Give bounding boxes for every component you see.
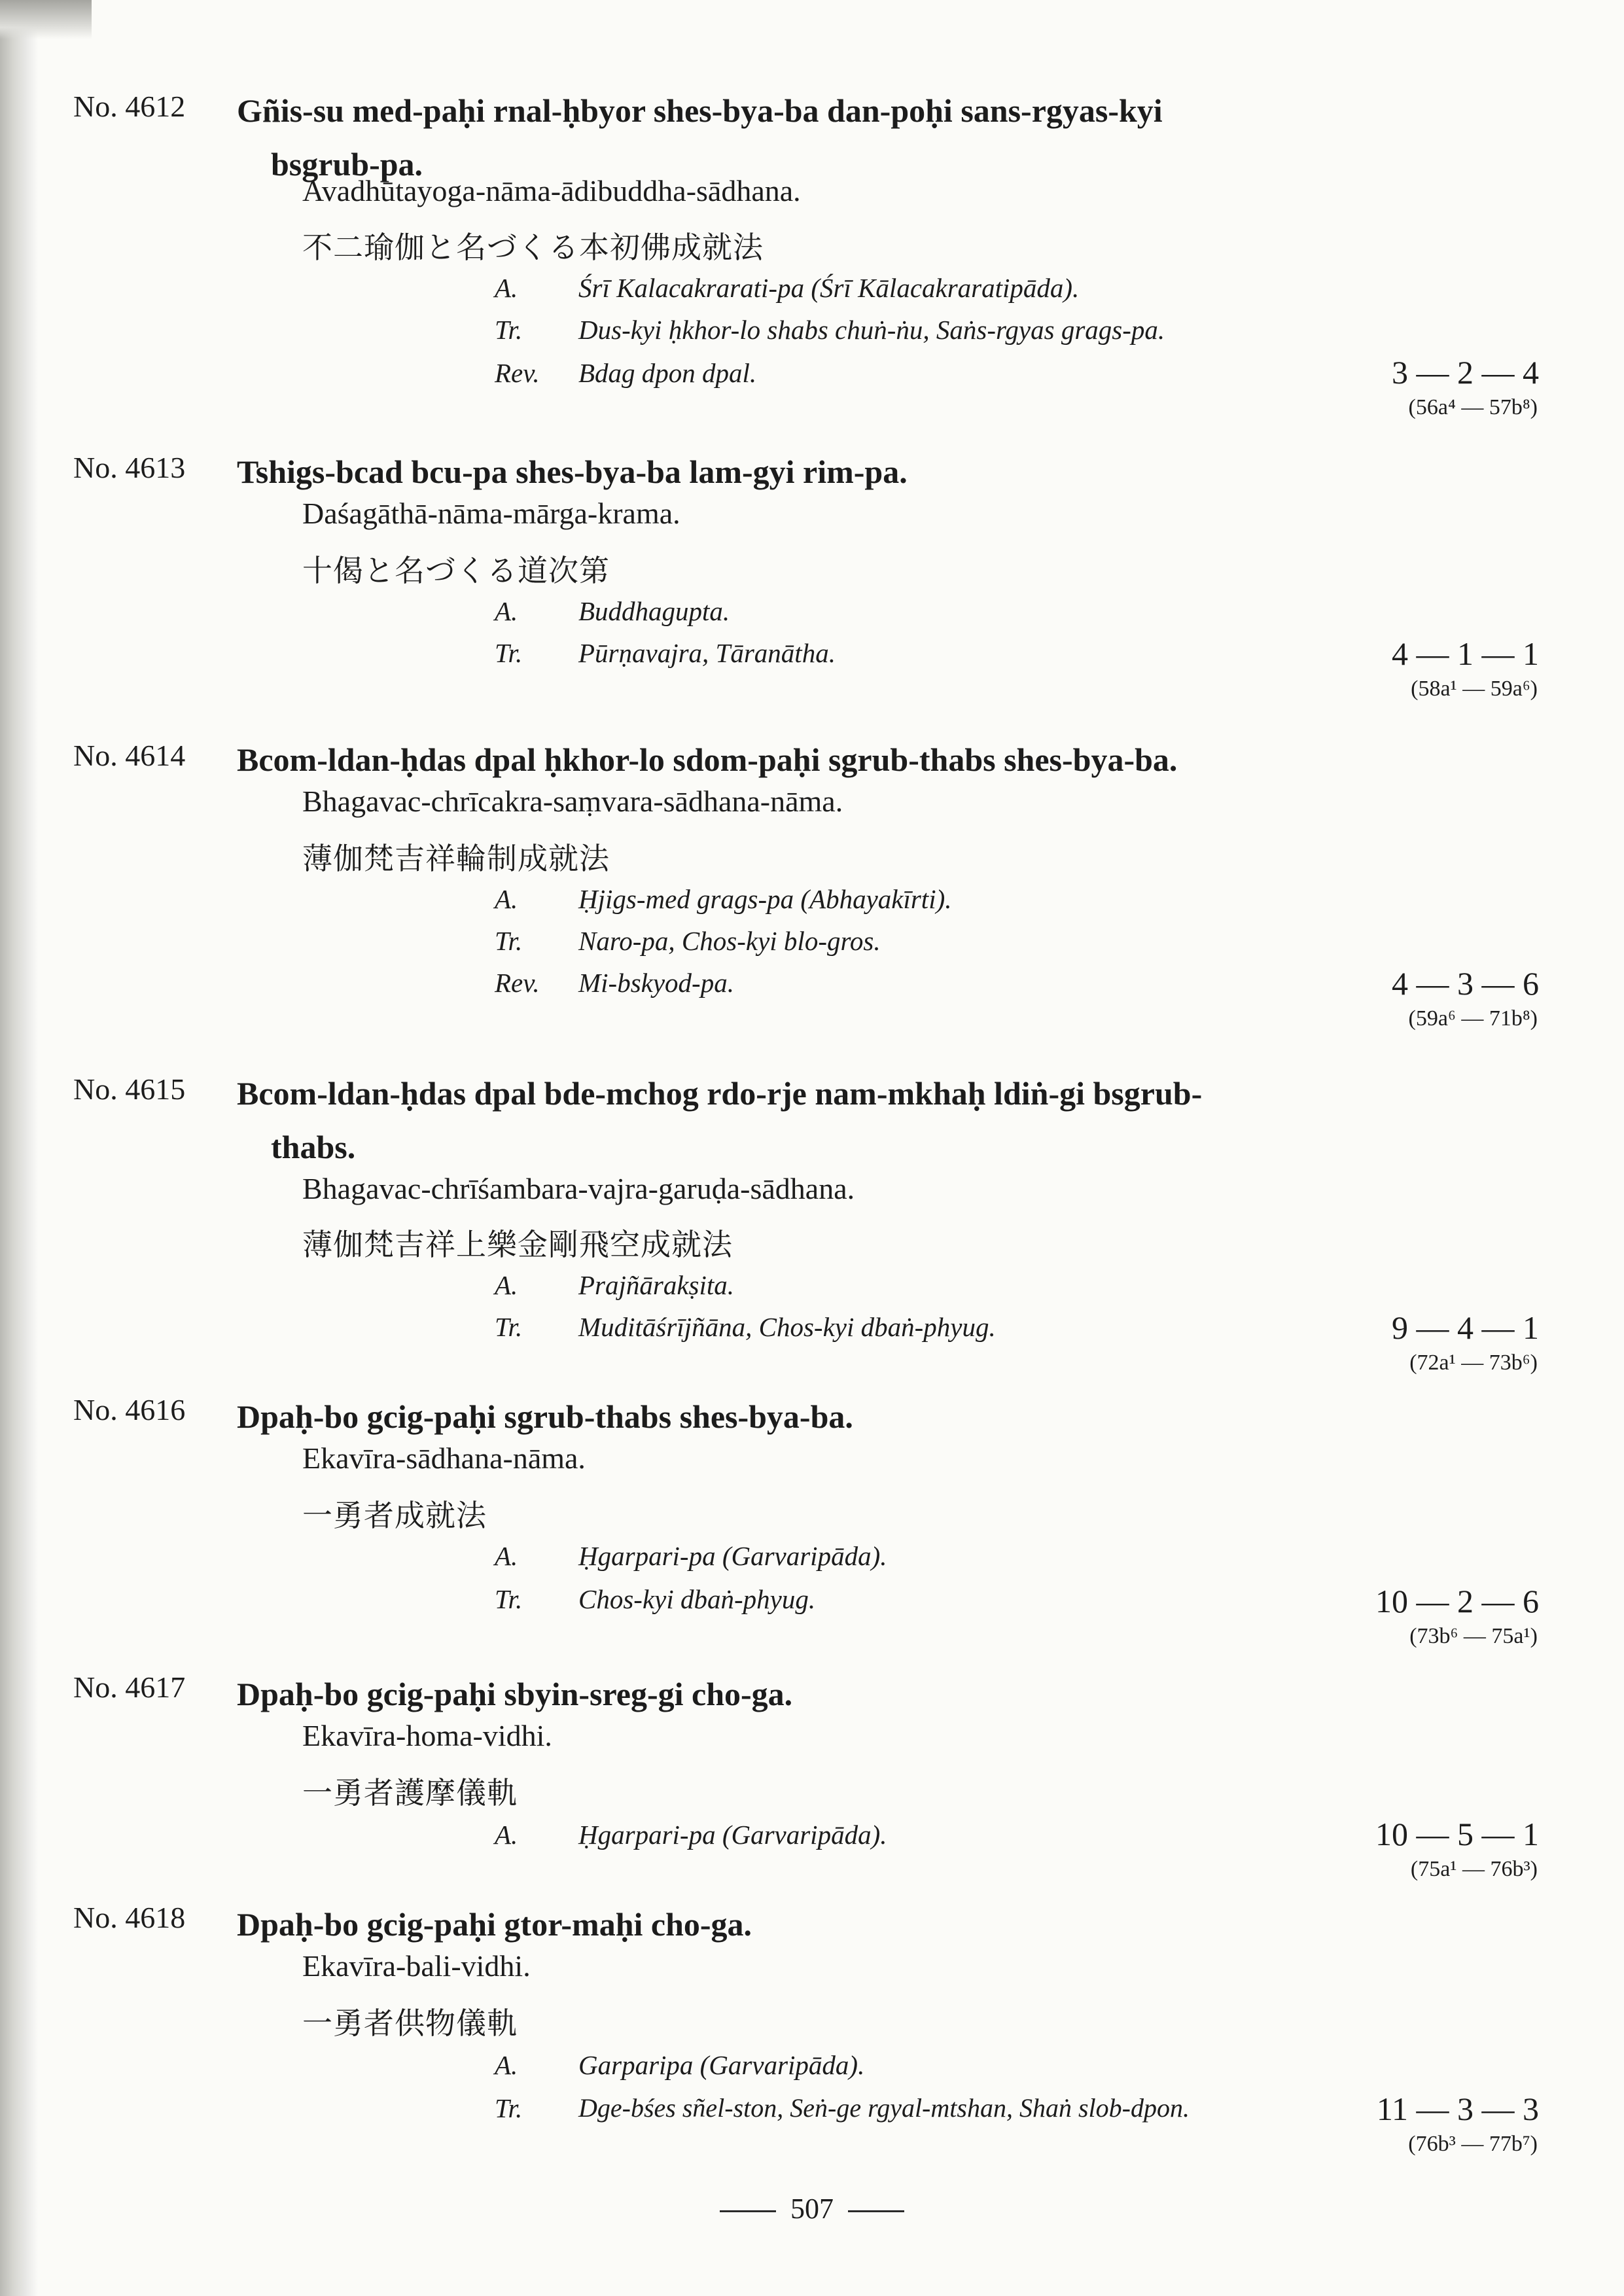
credit-label: A. — [495, 596, 518, 626]
credit-value: Bdag dpon dpal. — [578, 358, 757, 388]
folio-range: (73b⁶ — 75a¹) — [1409, 1624, 1538, 1648]
japanese-title: 不二瑜伽と名づくる本初佛成就法 — [302, 231, 764, 264]
credit-value: Mi-bskyod-pa. — [578, 968, 734, 998]
folio-range: (58a¹ — 59a⁶) — [1411, 677, 1538, 701]
entry-number: No. 4612 — [73, 90, 186, 123]
credit-value: Śrī Kalacakrarati-pa (Śrī Kālacakraratipāda). — [578, 273, 1080, 303]
volume-location: 11 — 3 — 3 — [1376, 2091, 1539, 2127]
credit-label: Tr. — [495, 926, 523, 956]
tibetan-title — [237, 733, 1382, 786]
entry-number: No. 4614 — [73, 739, 186, 772]
sanskrit-title: Bhagavac-chrīśambara-vajra-garuḍa-sādhana. — [302, 1172, 855, 1205]
page-number-value: 507 — [790, 2193, 834, 2225]
folio-range: (72a¹ — 73b⁶) — [1409, 1351, 1538, 1375]
sanskrit-title: Ekavīra-bali-vidhi. — [302, 1949, 531, 1983]
sanskrit-title: Avadhūtayoga-nāma-ādibuddha-sādhana. — [302, 174, 801, 207]
tibetan-title-line: Dpaḥ-bo gcig-paḥi gtor-maḥi cho-ga. — [237, 1906, 752, 1943]
tibetan-title-line: Bcom-ldan-ḥdas dpal bde-mchog rdo-rje nam-mkhaḥ ldiṅ-gi bsgrub- — [237, 1075, 1203, 1112]
page-number — [0, 2192, 1624, 2225]
credit-label: A. — [495, 1820, 518, 1850]
japanese-title: 一勇者供物儀軌 — [302, 2007, 518, 2040]
credit-value: Dus-kyi ḥkhor-lo shabs chuṅ-ṅu, Saṅs-rgyas grags-pa. — [578, 315, 1165, 345]
volume-location: 4 — 3 — 6 — [1392, 965, 1539, 1002]
tibetan-title-line: Bcom-ldan-ḥdas dpal ḥkhor-lo sdom-paḥi sgrub-thabs shes-bya-ba. — [237, 741, 1178, 778]
volume-location: 3 — 2 — 4 — [1392, 354, 1539, 391]
entry-number: No. 4617 — [73, 1670, 186, 1704]
japanese-title: 薄伽梵吉祥上樂金剛飛空成就法 — [302, 1228, 733, 1262]
credit-value: Chos-kyi dbaṅ-phyug. — [578, 1584, 816, 1614]
tibetan-title-line: Dpaḥ-bo gcig-paḥi sgrub-thabs shes-bya-ba. — [237, 1398, 853, 1435]
entry-number: No. 4618 — [73, 1901, 186, 1934]
volume-location: 9 — 4 — 1 — [1392, 1309, 1539, 1346]
sanskrit-title: Daśagāthā-nāma-mārga-krama. — [302, 497, 680, 530]
credit-value: Naro-pa, Chos-kyi blo-gros. — [578, 926, 881, 956]
credit-value: Prajñārakṣita. — [578, 1270, 735, 1300]
entry-number: No. 4615 — [73, 1072, 186, 1106]
credit-label: A. — [495, 884, 518, 914]
page-number-dash — [848, 2210, 904, 2212]
credit-label: A. — [495, 1541, 518, 1571]
folio-range: (59a⁶ — 71b⁸) — [1408, 1006, 1538, 1031]
japanese-title: 一勇者成就法 — [302, 1499, 487, 1532]
volume-location: 4 — 1 — 1 — [1392, 635, 1539, 672]
credit-value: Ḥgarpari-pa (Garvaripāda). — [578, 1820, 887, 1850]
tibetan-title-line: bsgrub-pa. — [271, 146, 423, 183]
japanese-title: 十偈と名づくる道次第 — [302, 554, 610, 588]
volume-location: 10 — 5 — 1 — [1375, 1816, 1539, 1852]
credit-label: A. — [495, 2050, 518, 2080]
sanskrit-title: Ekavīra-sādhana-nāma. — [302, 1441, 586, 1475]
tibetan-title-line: Dpaḥ-bo gcig-paḥi sbyin-sreg-gi cho-ga. — [237, 1676, 793, 1712]
tibetan-title — [237, 1667, 1382, 1721]
credit-value: Ḥjigs-med grags-pa (Abhayakīrti). — [578, 884, 952, 914]
sanskrit-title: Ekavīra-homa-vidhi. — [302, 1719, 552, 1752]
credit-value: Buddhagupta. — [578, 596, 730, 626]
entry-number: No. 4616 — [73, 1393, 186, 1426]
tibetan-title-line: thabs. — [271, 1129, 356, 1165]
credit-label: Tr. — [495, 2093, 523, 2123]
credit-label: A. — [495, 273, 518, 303]
tibetan-title — [237, 1067, 1382, 1174]
tibetan-title — [237, 445, 1382, 499]
credit-label: A. — [495, 1270, 518, 1300]
credit-value: Muditāśrījñāna, Chos-kyi dbaṅ-phyug. — [578, 1312, 996, 1342]
entry-number: No. 4613 — [73, 451, 186, 484]
credit-label: Tr. — [495, 315, 523, 345]
credit-value: Pūrṇavajra, Tāranātha. — [578, 638, 836, 668]
credit-value: Ḥgarpari-pa (Garvaripāda). — [578, 1541, 887, 1571]
tibetan-title — [237, 1898, 1382, 1951]
credit-label: Rev. — [495, 968, 540, 998]
sanskrit-title: Bhagavac-chrīcakra-saṃvara-sādhana-nāma. — [302, 785, 843, 818]
tibetan-title-line: Gñis-su med-paḥi rnal-ḥbyor shes-bya-ba dan-poḥi sans-rgyas-kyi — [237, 92, 1163, 129]
volume-location: 10 — 2 — 6 — [1375, 1583, 1539, 1619]
credit-value: Dge-bśes sñel-ston, Seṅ-ge rgyal-mtshan, Shaṅ slob-dpon. — [578, 2093, 1190, 2123]
binding-corner-shadow — [0, 0, 92, 39]
binding-shadow — [0, 0, 38, 2296]
tibetan-title-line: Tshigs-bcad bcu-pa shes-bya-ba lam-gyi rim-pa. — [237, 453, 908, 490]
credit-value: Garparipa (Garvaripāda). — [578, 2050, 865, 2080]
tibetan-title — [237, 1390, 1382, 1443]
page-number-dash — [720, 2210, 776, 2212]
japanese-title: 薄伽梵吉祥輪制成就法 — [302, 842, 610, 875]
folio-range: (75a¹ — 76b³) — [1410, 1857, 1538, 1881]
folio-range: (76b³ — 77b⁷) — [1408, 2132, 1538, 2156]
credit-label: Tr. — [495, 1584, 523, 1614]
japanese-title: 一勇者護摩儀軌 — [302, 1776, 518, 1810]
folio-range: (56a⁴ — 57b⁸) — [1408, 395, 1538, 419]
credit-label: Tr. — [495, 1312, 523, 1342]
credit-label: Rev. — [495, 358, 540, 388]
credit-label: Tr. — [495, 638, 523, 668]
